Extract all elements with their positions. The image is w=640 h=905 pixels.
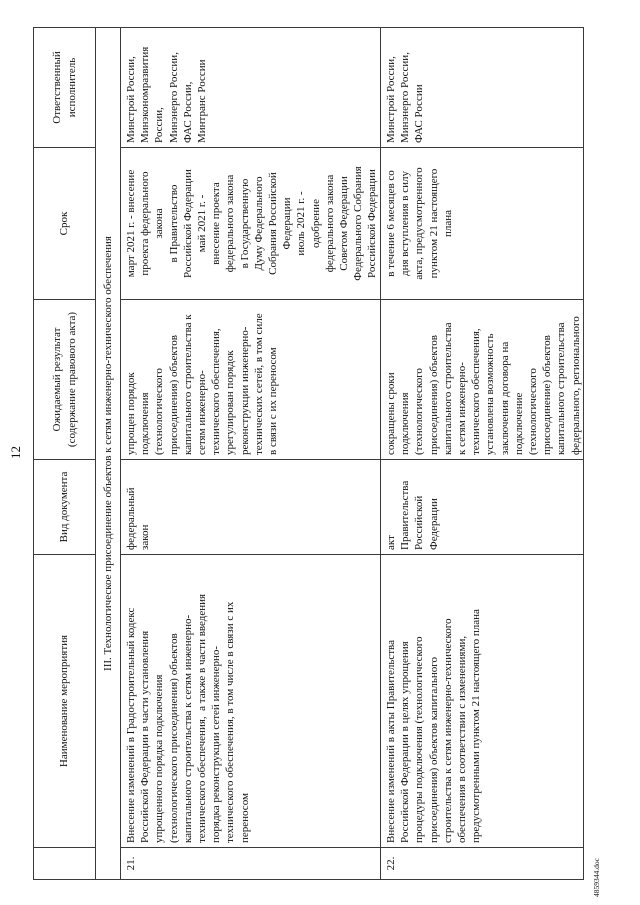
measures-table bbox=[33, 27, 584, 880]
responsible-executor: Минстрой России, Минэкономразвития России, Минэнерго России, ФАС России, Минтранс России bbox=[121, 28, 381, 148]
measure-name: Внесение изменений в акты Правительства Российской Федерации в целях упрощения процедуры подключения (технологического присоединения) объектов капитального строительства к сетям инженерно-технического обеспечения в соответствии с изменениями, предусмотренными пунктом 21 настоящего плана bbox=[381, 555, 584, 848]
header-name: Наименование мероприятия bbox=[34, 555, 96, 848]
header-number bbox=[34, 848, 96, 880]
expected-result: упрощен порядок подключения (технологического присоединения) объектов капитального строительства к сетям инженерно- технического обеспечения, урегулирован порядок реконструкции инженерно- технических сетей, в том силе в связи с их переносом bbox=[121, 300, 381, 460]
deadline: в течение 6 месяцев со дня вступления в силу акта, предусмотренного пунктом 21 настоящего плана bbox=[381, 148, 584, 300]
row-number: 21. bbox=[121, 848, 381, 880]
page-number: 12 bbox=[8, 446, 23, 459]
header-result: Ожидаемый результат (содержание правового акта) bbox=[34, 300, 96, 460]
document-type: акт Правительства Российской Федерации bbox=[381, 460, 584, 555]
table-row bbox=[381, 28, 584, 880]
header-deadline: Срок bbox=[34, 148, 96, 300]
table-row bbox=[121, 28, 381, 880]
section-row bbox=[96, 28, 121, 880]
document-type: федеральный закон bbox=[121, 460, 381, 555]
header-doc-type: Вид документа bbox=[34, 460, 96, 555]
expected-result: сокращены сроки подключения (технологического присоединения) объектов капитального строительства к сетям инженерно- технического обеспечения, установлена возможность заключения договора на подключение (технологического присоединение) объектов капитального строительства федерального, регионального bbox=[381, 300, 584, 460]
footer-filename: 4859344.doc bbox=[592, 858, 601, 897]
table-header-row bbox=[34, 28, 96, 880]
responsible-executor: Минстрой России, Минэнерго России, ФАС России bbox=[381, 28, 584, 148]
section-heading: III. Технологическое присоединение объектов к сетям инженерно-технического обеспечения bbox=[96, 28, 121, 880]
deadline: март 2021 г. - внесение проекта федерального закона в Правительство Российской Федерации май 2021 г. - внесение проекта федерального закона в Государственную Думу Федерального Собрания Российской Федерации июль 2021 г. - одобрение федерального закона Советом Федерации Федерального Собрания Российской Федерации bbox=[121, 148, 381, 300]
header-responsible: Ответственный исполнитель bbox=[34, 28, 96, 148]
row-number: 22. bbox=[381, 848, 584, 880]
measure-name: Внесение изменений в Градостроительный кодекс Российской Федерации в части установления упрощенного порядка подключения (технологического присоединения) объектов капитального строительства к сетям инженерно- технического обеспечения, а также в части введения порядка реконструкции сетей инженерно- технического обеспечения, в том числе в связи с их переносом bbox=[121, 555, 381, 848]
